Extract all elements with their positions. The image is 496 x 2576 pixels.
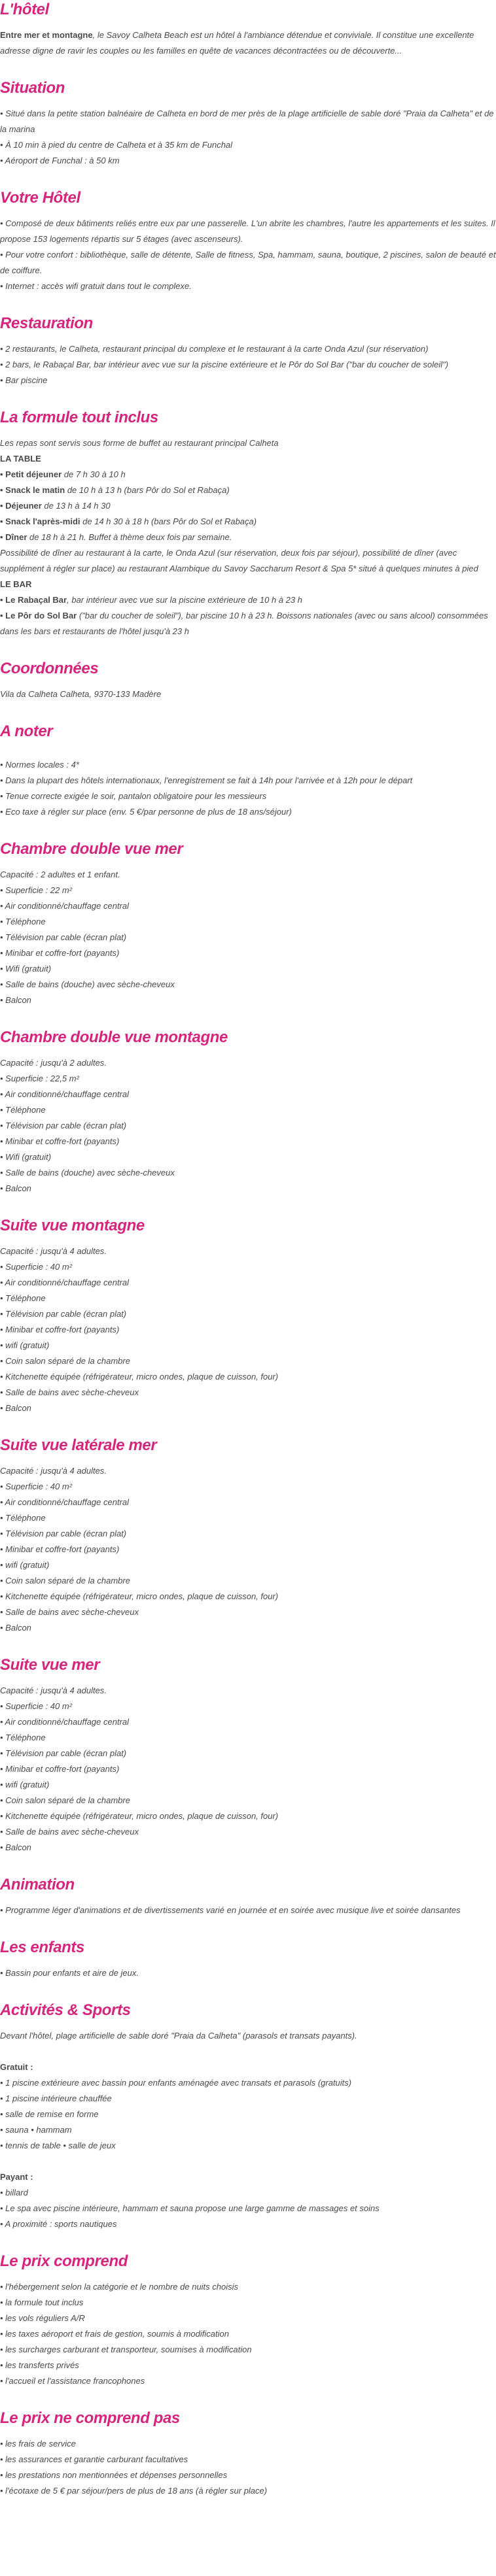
list-item: • billard [0,2188,28,2197]
list-item: • les vols réguliers A/R [0,2313,85,2323]
list-item: • les taxes aéroport et frais de gestion, soumis à modification [0,2329,229,2339]
list-item: • Kitchenette équipée (réfrigérateur, micro ondes, plaque de cuisson, four) [0,1591,279,1601]
list-item: • Dans la plupart des hôtels internationaux, l'enregistrement se fait à 14h pour l'arrivée et à 12h pour le départ [0,775,413,785]
list-item: • Minibar et coffre-fort (payants) [0,948,120,958]
capacity: Capacité : jusqu'à 2 adultes. [0,1058,107,1068]
list-item: • Aéroport de Funchal : à 50 km [0,156,120,165]
list-item: • Normes locales : 4* [0,760,79,770]
list-item: • Wifi (gratuit) [0,1152,52,1162]
list-item: • Air conditionné/chauffage central [0,1497,130,1507]
list-item: • Télévision par cable (écran plat) [0,1121,127,1130]
list-item: • Téléphone [0,1733,46,1742]
list-item: • Composé de deux bâtiments reliés entre eux par une passerelle. L'un abrite les chambres, l'autre les appartements et les suites. Il propose 153 logements répartis sur 5 étages (avec ascenseurs). [0,218,495,244]
list-item: • Le spa avec piscine intérieure, hammam et sauna propose une large gamme de massages et soins [0,2203,380,2213]
list-item: • wifi (gratuit) [0,1780,50,1789]
list-item: • Balcon [0,1842,31,1852]
section-coordonnees [0,659,496,702]
section-restauration [0,314,496,388]
section-title-suite-vue-laterale-mer: Suite vue latérale mer [0,1436,157,1454]
list-item: • salle de remise en forme [0,2109,99,2119]
section-suite-vue-laterale-mer [0,1436,496,1636]
section-title-noter: A noter [0,722,53,740]
list-item: • Minibar et coffre-fort (payants) [0,1544,120,1554]
gratuit-label: Gratuit : [0,2062,33,2072]
meal-item: • Petit déjeuner de 7 h 30 à 10 h [0,469,126,479]
section-title-animation: Animation [0,1876,75,1893]
section-title-coordonnees: Coordonnées [0,660,99,677]
list-item: • Minibar et coffre-fort (payants) [0,1325,120,1334]
list-item: • Coin salon séparé de la chambre [0,1795,130,1805]
list-item: • 2 restaurants, le Calheta, restaurant principal du complexe et le restaurant à la carte Onda Azul (sur réservation) [0,344,429,354]
section-title-suite-vue-mer: Suite vue mer [0,1656,100,1674]
list-item: • Air conditionné/chauffage central [0,1089,130,1099]
list-item: • les assurances et garantie carburant facultatives [0,2454,188,2464]
section-title-chambre-vue-montagne: Chambre double vue montagne [0,1028,228,1046]
address: Vila da Calheta Calheta, 9370-133 Madère [0,689,162,699]
list-item: • wifi (gratuit) [0,1340,50,1350]
section-chambre-vue-mer [0,839,496,1008]
list-item: • Bassin pour enfants et aire de jeux. [0,1968,139,1978]
capacity: Capacité : jusqu'à 4 adultes. [0,1686,107,1695]
list-item: • 1 piscine extérieure avec bassin pour enfants aménagée avec transats et parasols (gratuits) [0,2078,352,2088]
formule-intro: Les repas sont servis sous forme de buffet au restaurant principal Calheta [0,438,279,448]
section-title-suite-vue-montagne: Suite vue montagne [0,1217,145,1234]
list-item: • wifi (gratuit) [0,1560,50,1570]
hotel-intro: Entre mer et montagne, le Savoy Calheta Beach est un hôtel à l'ambiance détendue et conviviale. Il constitue une excellente adresse digne de ravir les couples ou les familles en quête de vacances décontractées ou de découverte... [0,30,474,56]
list-item: • Kitchenette équipée (réfrigérateur, micro ondes, plaque de cuisson, four) [0,1372,279,1381]
list-item: • Eco taxe à régler sur place (env. 5 €/par personne de plus de 18 ans/séjour) [0,807,292,817]
section-votre-hotel [0,188,496,294]
list-item: • Superficie : 22,5 m² [0,1074,79,1083]
list-item: • Superficie : 40 m² [0,1701,73,1711]
possibilite-text: Possibilité de dîner au restaurant à la carte, le Onda Azul (sur réservation, deux fois par séjour), possibilité de dîner (avec supplément à régler sur place) au restaurant Alambique du Savoy Saccharum Resort & Spa 5* situé à quelques minutes à pied [0,548,478,573]
capacity: Capacité : 2 adultes et 1 enfant. [0,870,120,879]
section-title-situation: Situation [0,79,65,97]
section-formule [0,408,496,639]
meal-item: • Dîner de 18 h à 21 h. Buffet à thème deux fois par semaine. [0,532,232,542]
section-title-votre-hotel: Votre Hôtel [0,189,80,207]
section-title-prix-ne-comprend-pas: Le prix ne comprend pas [0,2409,180,2427]
list-item: • Salle de bains (douche) avec sèche-cheveux [0,1168,175,1178]
list-item: • Balcon [0,1623,31,1633]
table-label: LA TABLE [0,454,41,464]
list-item: • l'écotaxe de 5 € par séjour/pers de plus de 18 ans (à régler sur place) [0,2486,268,2496]
list-item: • A proximité : sports nautiques [0,2219,117,2229]
section-suite-vue-mer [0,1655,496,1856]
list-item: • 1 piscine intérieure chauffée [0,2093,112,2103]
list-item: • tennis de table • salle de jeux [0,2141,116,2150]
list-item: • Air conditionné/chauffage central [0,901,130,911]
list-item: • Téléphone [0,1105,46,1115]
list-item: • Télévision par cable (écran plat) [0,932,127,942]
list-item: • Internet : accès wifi gratuit dans tout le complexe. [0,281,192,291]
section-activites [0,2001,496,2232]
list-item: • Bar piscine [0,375,48,385]
list-item: • la formule tout inclus [0,2297,84,2307]
section-title-formule: La formule tout inclus [0,409,158,426]
section-title-restauration: Restauration [0,314,93,332]
list-item: • 2 bars, le Rabaçal Bar, bar intérieur avec vue sur la piscine extérieure et le Pôr do Sol Bar ("bar du coucher de soleil") [0,360,449,369]
list-item: • Air conditionné/chauffage central [0,1717,130,1727]
list-item: • Pour votre confort : bibliothèque, salle de détente, Salle de fitness, Spa, hammam, sauna, boutique, 2 piscines, salon de beauté et de coiffure. [0,250,496,275]
section-situation [0,78,496,169]
list-item: • l'accueil et l'assistance francophones [0,2376,145,2386]
section-hotel [0,0,496,59]
meal-item: • Snack l'après-midi de 14 h 30 à 18 h (bars Pôr do Sol et Rabaça) [0,517,257,526]
list-item: • Air conditionné/chauffage central [0,1278,130,1287]
section-title-chambre-vue-mer: Chambre double vue mer [0,840,183,858]
list-item: • les transferts privés [0,2360,79,2370]
section-noter [0,722,496,820]
list-item: • les prestations non mentionnées et dépenses personnelles [0,2470,228,2480]
activites-intro: Devant l'hôtel, plage artificielle de sable doré "Praia da Calheta" (parasols et transats payants). [0,2031,357,2041]
meal-item: • Déjeuner de 13 h à 14 h 30 [0,501,111,511]
list-item: • sauna • hammam [0,2125,72,2135]
section-prix-comprend [0,2252,496,2389]
bar-label: LE BAR [0,579,32,589]
list-item: • Situé dans la petite station balnéaire de Calheta en bord de mer près de la plage artificielle de sable doré "Praia da Calheta" et de la marina [0,109,494,134]
list-item: • Salle de bains (douche) avec sèche-cheveux [0,979,175,989]
list-item: • Coin salon séparé de la chambre [0,1356,130,1366]
list-item: • Balcon [0,1403,31,1413]
list-item: • Minibar et coffre-fort (payants) [0,1764,120,1774]
list-item: • Salle de bains avec sèche-cheveux [0,1827,139,1837]
section-prix-ne-comprend-pas [0,2409,496,2499]
list-item: • Salle de bains avec sèche-cheveux [0,1387,139,1397]
section-chambre-vue-montagne [0,1028,496,1196]
list-item: • Superficie : 22 m² [0,885,73,895]
list-item: • Télévision par cable (écran plat) [0,1309,127,1319]
list-item: • Télévision par cable (écran plat) [0,1529,127,1538]
list-item: • Salle de bains avec sèche-cheveux [0,1607,139,1617]
payant-label: Payant : [0,2172,33,2182]
capacity: Capacité : jusqu'à 4 adultes. [0,1246,107,1256]
list-item: • Téléphone [0,917,46,926]
section-animation [0,1875,496,1918]
list-item: • Superficie : 40 m² [0,1482,73,1491]
list-item: • À 10 min à pied du centre de Calheta et à 35 km de Funchal [0,140,233,150]
list-item: • Tenue correcte exigée le soir, pantalon obligatoire pour les messieurs [0,791,267,801]
situation-list [0,106,496,169]
list-item: • Kitchenette équipée (réfrigérateur, micro ondes, plaque de cuisson, four) [0,1811,279,1821]
capacity: Capacité : jusqu'à 4 adultes. [0,1466,107,1476]
list-item: • Téléphone [0,1513,46,1523]
meal-item: • Snack le matin de 10 h à 13 h (bars Pôr do Sol et Rabaça) [0,485,230,495]
list-item: • Superficie : 40 m² [0,1262,73,1272]
list-item: • Wifi (gratuit) [0,964,52,974]
section-title-prix-comprend: Le prix comprend [0,2252,128,2270]
list-item: • Balcon [0,995,31,1005]
bar-item: • Le Rabaçal Bar, bar intérieur avec vue sur la piscine extérieure de 10 h à 23 h [0,595,302,605]
list-item: • Programme léger d'animations et de divertissements varié en journée et en soirée avec musique live et soirée dansantes [0,1905,461,1915]
list-item: • Téléphone [0,1293,46,1303]
bar-item: • Le Pôr do Sol Bar ("bar du coucher de soleil"), bar piscine 10 h à 23 h. Boissons nationales (avec ou sans alcool) consommées dans les bars et restaurants de l'hôtel jusqu'à 23 h [0,611,488,636]
list-item: • Balcon [0,1183,31,1193]
list-item: • l'hébergement selon la catégorie et le nombre de nuits choisis [0,2282,239,2292]
section-title-activites: Activités & Sports [0,2001,131,2019]
list-item: • Télévision par cable (écran plat) [0,1748,127,1758]
section-title-enfants: Les enfants [0,1939,84,1956]
section-suite-vue-montagne [0,1216,496,1416]
list-item: • les surcharges carburant et transporteur, soumises à modification [0,2345,252,2354]
list-item: • les frais de service [0,2439,76,2449]
section-enfants [0,1938,496,1981]
list-item: • Coin salon séparé de la chambre [0,1576,130,1585]
section-title-hotel: L'hôtel [0,1,49,18]
list-item: • Minibar et coffre-fort (payants) [0,1136,120,1146]
